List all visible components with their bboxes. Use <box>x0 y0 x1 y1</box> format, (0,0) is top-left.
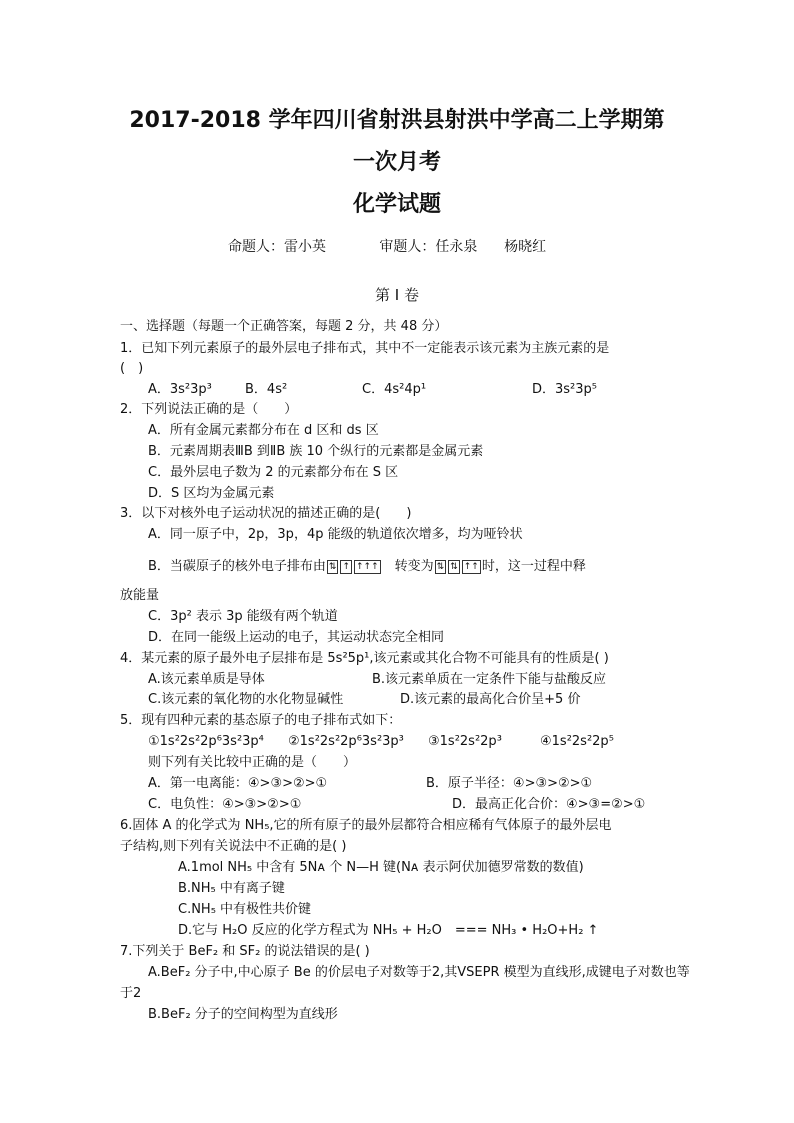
exam-subject-title: 化学试题 <box>352 192 441 217</box>
q7-option-b: B.BeF₂ 分子的空间构型为直线形 <box>148 1007 338 1022</box>
q3-option-b-part2: 转变为 <box>394 559 434 574</box>
q4-option-d: D.该元素的最高化合价呈+5 价 <box>400 692 581 707</box>
q2-option-a: A．所有金属元素都分布在 d 区和 ds 区 <box>148 423 379 438</box>
q5-config-1: ①1s²2s²2p⁶3s²3p⁴ <box>148 734 264 749</box>
q3-option-b-part1: B．当碳原子的核外电子排布由 <box>148 559 326 574</box>
q1-option-d: D．3s²3p⁵ <box>532 382 598 397</box>
exam-title-line2: 一次月考 <box>352 150 441 175</box>
reviewer: 审题人：任永泉 <box>379 239 478 255</box>
q7-option-a-continued: 于2 <box>120 986 142 1001</box>
q1-option-b: B．4s² <box>245 382 288 397</box>
q5-option-d: D．最高正化合价：④>③=②>① <box>452 797 646 812</box>
section-heading: 一、选择题（每题一个正确答案，每题 2 分，共 48 分） <box>120 319 448 334</box>
orbital-box: ⇅ <box>436 561 445 572</box>
q1-option-c: C．4s²4p¹ <box>362 382 427 397</box>
volume-label: 第 I 卷 <box>375 286 419 304</box>
q7-stem: 7.下列关于 BeF₂ 和 SF₂ 的说法错误的是( ) <box>120 944 370 959</box>
q3-option-a: A．同一原子中，2p，3p，4p 能级的轨道依次增多，均为哑铃状 <box>148 527 523 542</box>
q5-config-2: ②1s²2s²2p⁶3s²3p³ <box>288 734 404 749</box>
q5-stem: 5．现有四种元素的基态原子的电子排布式如下： <box>120 713 402 728</box>
q7-option-a: A.BeF₂ 分子中,中心原子 Be 的价层电子对数等于2,其VSEPR 模型为直线形,成键电子对数也等 <box>148 965 690 980</box>
q6-option-b: B.NH₅ 中有离子键 <box>178 881 285 896</box>
reviewer-2: 杨晓红 <box>504 239 547 255</box>
orbital-box: ↑↑↑ <box>356 561 379 572</box>
q5-option-b: B．原子半径：④>③>②>① <box>426 776 593 791</box>
q5-stem-2: 则下列有关比较中正确的是（ ） <box>148 755 357 770</box>
q1-stem-blank: ( ) <box>120 361 144 376</box>
q3-option-b-continued: 放能量 <box>120 588 160 603</box>
q5-option-c: C．电负性：④>③>②>① <box>148 797 302 812</box>
question-setter: 命题人：雷小英 <box>228 239 326 255</box>
orbital-box: ⇅ <box>328 561 337 572</box>
orbital-box: ⇅ <box>450 561 458 572</box>
q5-option-a: A．第一电离能：④>③>②>① <box>148 776 328 791</box>
q3-option-b-part3: 时，这一过程中释 <box>481 559 586 574</box>
q3-option-c: C．3p² 表示 3p 能级有两个轨道 <box>148 609 338 624</box>
q5-config-3: ③1s²2s²2p³ <box>428 734 502 749</box>
q3-option-d: D．在同一能级上运动的电子，其运动状态完全相同 <box>148 630 445 645</box>
q1-stem: 1．已知下列元素原子的最外层电子排布式，其中不一定能表示该元素为主族元素的是 <box>120 341 610 356</box>
q2-option-b: B．元素周期表ⅢB 到ⅡB 族 10 个纵行的元素都是金属元素 <box>148 444 484 459</box>
exam-title-line1: 2017-2018 学年四川省射洪县射洪中学高二上学期第 <box>129 108 665 133</box>
q6-stem-2: 子结构,则下列有关说法中不正确的是( ) <box>120 839 347 854</box>
q4-option-c: C.该元素的氧化物的水化物显碱性 <box>148 692 344 707</box>
orbital-box: ↑ <box>342 561 351 572</box>
q6-option-d: D.它与 H₂O 反应的化学方程式为 NH₅ + H₂O === NH₃ • H₂O+H₂ ↑ <box>178 923 599 938</box>
orbital-box: ↑↑ <box>463 561 479 572</box>
q6-option-c: C.NH₅ 中有极性共价键 <box>178 902 312 917</box>
q6-stem: 6.固体 A 的化学式为 NH₅,它的所有原子的最外层都符合相应稀有气体原子的最外层电 <box>120 818 612 833</box>
q2-stem: 2．下列说法正确的是（ ） <box>120 402 298 417</box>
q3-option-b <box>148 558 586 576</box>
author-line <box>228 236 546 256</box>
q3-stem: 3．以下对核外电子运动状况的描述正确的是( ) <box>120 506 412 521</box>
q5-config-4: ④1s²2s²2p⁵ <box>540 734 614 749</box>
q2-option-c: C．最外层电子数为 2 的元素都分布在 S 区 <box>148 465 399 480</box>
q6-option-a: A.1mol NH₅ 中含有 5Nᴀ 个 N—H 键(Nᴀ 表示阿伏加德罗常数的数值) <box>178 860 584 875</box>
q1-option-a: A．3s²3p³ <box>148 382 212 397</box>
q2-option-d: D．S 区均为金属元素 <box>148 486 275 501</box>
q4-option-a: A.该元素单质是导体 <box>148 672 265 687</box>
q4-stem: 4．某元素的原子最外电子层排布是 5s²5p¹,该元素或其化合物不可能具有的性质是( ) <box>120 651 609 666</box>
q4-option-b: B.该元素单质在一定条件下能与盐酸反应 <box>372 672 607 687</box>
